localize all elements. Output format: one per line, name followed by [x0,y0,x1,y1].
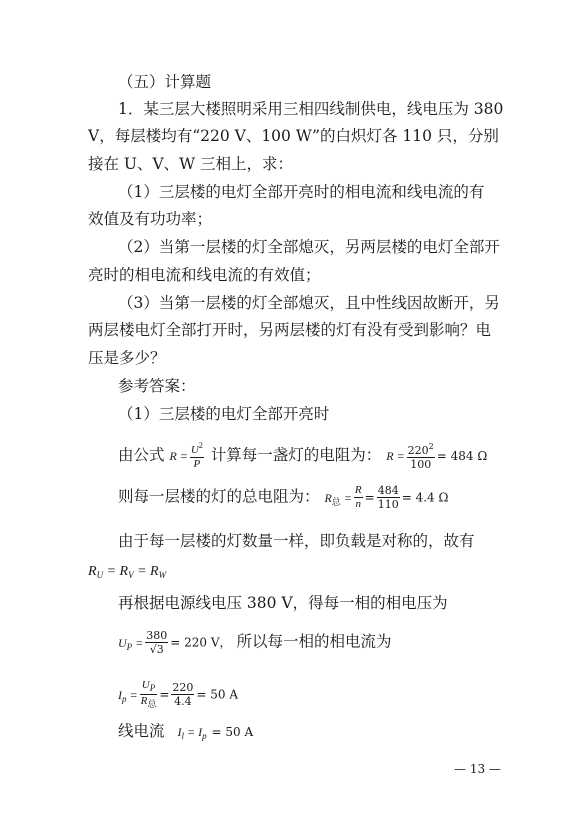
fraction-u2-over-p: $\frac{U^2}{P}$ [190,441,203,470]
phase-current-value: = 50 A [196,687,239,702]
fraction-484-over-110 [377,485,400,510]
resistance-symbol: R = [386,449,405,463]
question-3-line-3: 压是多少？ [88,349,166,367]
page-number: — 13 — [454,762,501,776]
answer-heading: 参考答案： [118,377,196,395]
section-title: （五）计算题 [118,73,212,91]
r-numerator: 220 [407,443,429,457]
fraction-220sq-over-100: $\frac{220^2}{100}$ [407,441,434,471]
phase-current-intro: 所以每一相的相电流为 [236,632,392,651]
problem-line-1: 1．某三层大楼照明采用三相四线制供电，线电压为 380 [118,100,504,118]
question-2-line-2: 亮时的相电流和线电流的有效值； [88,266,321,284]
floor-resistance-text: 则每一层楼的灯的总电阻为： [118,487,320,506]
phase-voltage-line [118,630,392,657]
floor-numerator: 484 [377,484,399,497]
formula-mid: 计算每一盏灯的电阻为： [210,446,382,464]
phase-voltage-symbol: $U_P$ = [118,635,144,652]
question-2-line-1: （2）当第一层楼的灯全部熄灭，另两层楼的电灯全部开 [118,238,500,256]
floor-resistance-line: 则每一层楼的灯的总电阻为： $R_总$ = $\frac{R}{n}$ = $\frac{484}{110}$ = 4.4 Ω [118,484,449,511]
question-1-line-2: 效值及有功功率； [88,210,213,228]
line-current-label: 线电流 [118,722,165,740]
symmetric-load-text: 由于每一层楼的灯数量一样，即负载是对称的，故有 [118,532,475,550]
question-3-line-2: 两层楼电灯全部打开时，另两层楼的灯有没有受到影响？电 [88,321,492,339]
line-current-value: = 50 A [211,725,254,739]
fraction-r-over-n: $\frac{R}{n}$ [354,484,362,510]
fraction-220-over-4.4 [171,682,194,707]
r-denominator: 100 [410,457,432,471]
fraction-380-over-sqrt3: $\frac{380}{√3}$ [146,629,168,656]
ip-numerator: 220 [172,681,194,694]
line-current-line [118,721,253,746]
formula-r-equals-u2-over-p: R = [169,449,188,463]
problem-line-2: V，每层楼均有“220 V、100 W”的白炽灯各 110 只，分别 [88,127,499,145]
phase-voltage-text: 再根据电源线电压 380 V，得每一相的相电压为 [118,594,448,612]
phase-current-symbol: $I_p$ = [118,687,138,704]
question-3-line-1: （3）当第一层楼的灯全部熄灭，且中性线因故断开，另 [118,294,500,312]
up-numerator: 380 [146,629,168,642]
fraction-up-over-r: $\frac{U_P}{R_总}$ [140,679,157,709]
phase-current-line: $I_p$ = $\frac{U_P}{R_总}$ = $\frac{220}{4.4}$ = 50 A [118,679,239,709]
ip-denominator: 4.4 [174,695,192,708]
problem-line-3: 接在 U、V、W 三相上，求： [88,155,294,173]
equal-resistance-equation: $R_U = R_V = R_W$ [88,564,167,580]
line-current-symbol: $I_l = I_p$ [177,725,207,741]
phase-voltage-value: = 220 V， [170,635,232,650]
resistance-formula-line [118,442,487,470]
question-1-line-1: （1）三层楼的电灯全部开亮时的相电流和线电流的有 [118,183,485,201]
formula-prefix: 由公式 [118,446,165,464]
floor-resistance-value: = 4.4 Ω [401,490,449,505]
floor-denominator: 110 [377,498,399,511]
answer-part-1: （1）三层楼的电灯全部开亮时 [118,405,330,423]
r-value: = 484 Ω [436,449,488,463]
floor-resistance-symbol: $R_总$ = [324,490,352,507]
up-denominator: 3 [156,643,164,656]
